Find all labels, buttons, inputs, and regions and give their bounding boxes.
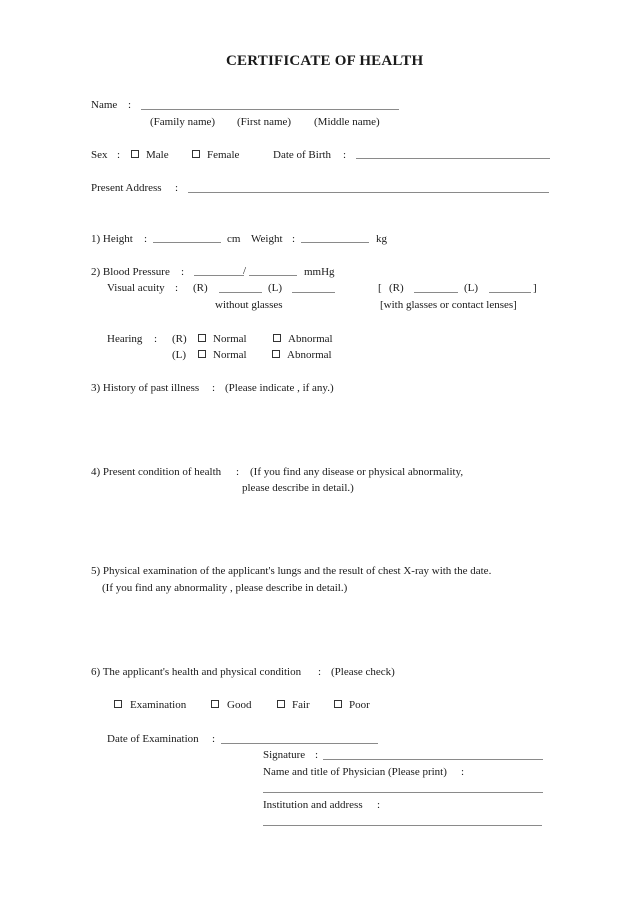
signature-field[interactable] — [323, 759, 543, 760]
with-glasses-note: [with glasses or contact lenses] — [380, 299, 517, 311]
hearing-left-label: (L) — [172, 349, 187, 361]
bp-diastolic-field[interactable] — [249, 275, 297, 276]
exam-date-colon: : — [212, 733, 216, 745]
name-field[interactable] — [141, 109, 399, 110]
hearing-right-abnormal-label: Abnormal — [288, 333, 333, 345]
weight-label: Weight — [251, 233, 283, 245]
male-checkbox[interactable] — [131, 150, 139, 158]
bracket-close: ] — [533, 282, 537, 294]
female-checkbox[interactable] — [192, 150, 200, 158]
female-label: Female — [207, 149, 240, 161]
present-condition-colon: : — [236, 466, 240, 478]
overall-condition-colon: : — [318, 666, 322, 678]
hearing-right-normal-checkbox[interactable] — [198, 334, 206, 342]
kg-unit: kg — [376, 233, 387, 245]
dob-label: Date of Birth — [273, 149, 332, 161]
examination-option-label: Examination — [130, 699, 187, 711]
male-label: Male — [146, 149, 169, 161]
weight-field[interactable] — [301, 242, 369, 243]
hearing-right-label: (R) — [172, 333, 187, 345]
physician-colon: : — [461, 766, 465, 778]
physician-label: Name and title of Physician (Please print) — [263, 766, 447, 778]
visual-left-label: (L) — [268, 282, 283, 294]
past-illness-colon: : — [212, 382, 216, 394]
bracket-open: [ — [378, 282, 382, 294]
glasses-right-field[interactable] — [414, 292, 458, 293]
dob-colon: : — [343, 149, 347, 161]
signature-label: Signature — [263, 749, 306, 761]
height-colon: : — [144, 233, 148, 245]
present-condition-label: 4) Present condition of health — [91, 466, 222, 478]
glasses-left-field[interactable] — [489, 292, 531, 293]
overall-condition-note: (Please check) — [331, 666, 395, 678]
fair-option-label: Fair — [292, 699, 310, 711]
first-name-hint: (First name) — [237, 116, 292, 128]
good-checkbox[interactable] — [211, 700, 219, 708]
good-option-label: Good — [227, 699, 252, 711]
visual-left-field[interactable] — [292, 292, 335, 293]
mmhg-unit: mmHg — [304, 266, 335, 278]
visual-acuity-label: Visual acuity — [107, 282, 165, 294]
hearing-right-normal-label: Normal — [213, 333, 247, 345]
hearing-left-abnormal-checkbox[interactable] — [272, 350, 280, 358]
address-field[interactable] — [188, 192, 549, 193]
lung-exam-note: (If you find any abnormality , please describe in detail.) — [102, 582, 348, 594]
examination-checkbox[interactable] — [114, 700, 122, 708]
fair-checkbox[interactable] — [277, 700, 285, 708]
present-condition-note-2: please describe in detail.) — [242, 482, 354, 494]
height-field[interactable] — [153, 242, 221, 243]
hearing-left-normal-checkbox[interactable] — [198, 350, 206, 358]
page-title: CERTIFICATE OF HEALTH — [226, 53, 424, 69]
middle-name-hint: (Middle name) — [314, 116, 380, 128]
name-label: Name — [91, 99, 118, 111]
name-colon: : — [128, 99, 132, 111]
hearing-label: Hearing — [107, 333, 143, 345]
address-colon: : — [175, 182, 179, 194]
poor-option-label: Poor — [349, 699, 370, 711]
hearing-left-normal-label: Normal — [213, 349, 247, 361]
weight-colon: : — [292, 233, 296, 245]
visual-right-label: (R) — [193, 282, 208, 294]
exam-date-field[interactable] — [221, 743, 378, 744]
blood-pressure-colon: : — [181, 266, 185, 278]
height-label: 1) Height — [91, 233, 133, 245]
glasses-right-label: (R) — [389, 282, 404, 294]
hearing-left-abnormal-label: Abnormal — [287, 349, 332, 361]
hearing-colon: : — [154, 333, 158, 345]
physician-field[interactable] — [263, 792, 543, 793]
address-label: Present Address — [91, 182, 162, 194]
bp-systolic-field[interactable] — [194, 275, 244, 276]
overall-condition-label: 6) The applicant's health and physical condition — [91, 666, 302, 678]
institution-field[interactable] — [263, 825, 542, 826]
bp-slash: / — [243, 265, 247, 277]
without-glasses-note: without glasses — [215, 299, 283, 311]
poor-checkbox[interactable] — [334, 700, 342, 708]
blood-pressure-label: 2) Blood Pressure — [91, 266, 170, 278]
past-illness-note: (Please indicate , if any.) — [225, 382, 334, 394]
dob-field[interactable] — [356, 158, 550, 159]
institution-colon: : — [377, 799, 381, 811]
glasses-left-label: (L) — [464, 282, 479, 294]
family-name-hint: (Family name) — [150, 116, 216, 128]
visual-acuity-colon: : — [175, 282, 179, 294]
institution-label: Institution and address — [263, 799, 363, 811]
lung-exam-label: 5) Physical examination of the applicant's lungs and the result of chest X-ray with the date. — [91, 565, 492, 577]
sex-label: Sex — [91, 149, 108, 161]
past-illness-label: 3) History of past illness — [91, 382, 200, 394]
present-condition-note-1: (If you find any disease or physical abnormality, — [250, 466, 464, 478]
cm-unit: cm — [227, 233, 241, 245]
visual-right-field[interactable] — [219, 292, 262, 293]
sex-colon: : — [117, 149, 121, 161]
hearing-right-abnormal-checkbox[interactable] — [273, 334, 281, 342]
signature-colon: : — [315, 749, 319, 761]
exam-date-label: Date of Examination — [107, 733, 199, 745]
